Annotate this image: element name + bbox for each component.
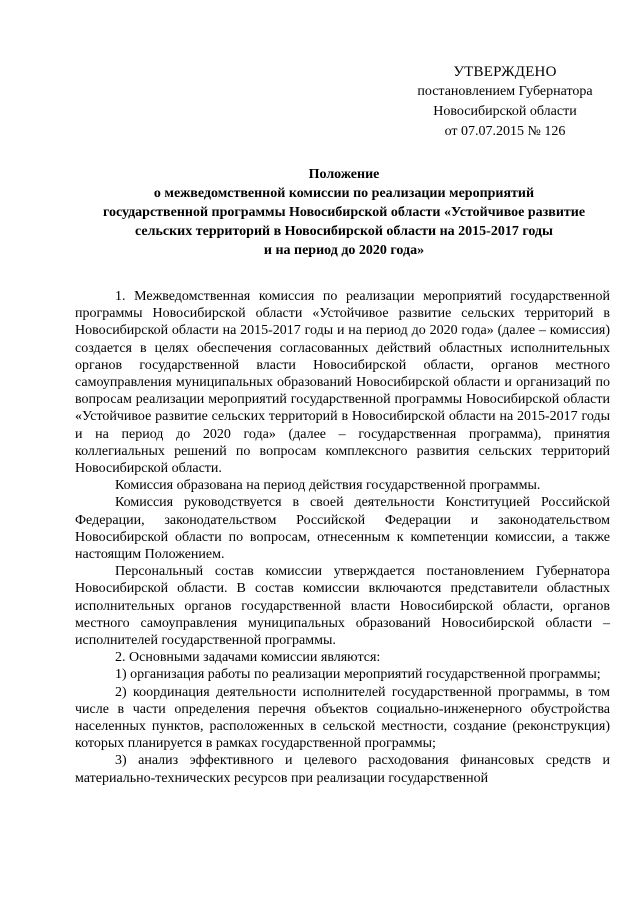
approval-block (380, 62, 630, 142)
approval-stamp: УТВЕРЖДЕНО (453, 64, 557, 80)
title-line-4: сельских территорий в Новосибирской области на 2015-2017 годы (135, 224, 553, 239)
document-body (75, 288, 610, 787)
approval-line-2: Новосибирской области (433, 104, 577, 119)
approval-line-3: от 07.07.2015 № 126 (444, 124, 566, 139)
paragraph-3: Комиссия руководствуется в своей деятельности Конституцией Российской Федерации, законодательством Российской Федерации и законодательством Новосибирской области по вопросам, отнесенным к компетенции комиссии, а также настоящим Положением. (75, 495, 610, 563)
title-line-2: о межведомственной комиссии по реализации мероприятий (153, 186, 535, 201)
title-line-1: Положение (308, 167, 380, 182)
paragraph-7: 2) координация деятельности исполнителей государственной программы, в том числе в части определения перечня объектов социально-инженерного обустройства населенных пунктов, расположенных в сельской местности, создание (реконструкция) которых планируется в рамках государственной программы; (75, 684, 610, 752)
approval-line-1: постановлением Губернатора (417, 84, 593, 99)
paragraph-6: 1) организация работы по реализации мероприятий государственной программы; (115, 667, 601, 683)
paragraph-2: Комиссия образована на период действия государственной программы. (115, 478, 541, 494)
paragraph-5: 2. Основными задачами комиссии являются: (115, 650, 381, 666)
title-line-5: и на период до 2020 года» (263, 243, 425, 258)
paragraph-1: 1. Межведомственная комиссия по реализации мероприятий государственной программы Новосибирской области «Устойчивое развитие сельских территорий в Новосибирской области на 2015-2017 годы и на период до 2020 года» (далее – комиссия) создается в целях обеспечения согласованных действий областных исполнительных органов государственной власти Новосибирской области, органов местного самоуправления муниципальных образований Новосибирской области и организаций по вопросам реализации мероприятий государственной программы Новосибирской области «Устойчивое развитие сельских территорий в Новосибирской области на 2015-2017 годы и на период до 2020 года» (далее – государственная программа), принятия коллегиальных решений по вопросам комплексного развития сельских территорий Новосибирской области. (75, 289, 610, 477)
paragraph-4: Персональный состав комиссии утверждается постановлением Губернатора Новосибирской области. В состав комиссии включаются представители областных исполнительных органов государственной власти Новосибирской области, органов местного самоуправления муниципальных образований Новосибирской области – исполнителей государственной программы. (75, 564, 610, 649)
paragraph-8: 3) анализ эффективного и целевого расходования финансовых средств и материально-технических ресурсов при реализации государственной (75, 753, 610, 786)
document-title (60, 165, 628, 260)
title-line-3: государственной программы Новосибирской области «Устойчивое развитие (102, 205, 586, 220)
